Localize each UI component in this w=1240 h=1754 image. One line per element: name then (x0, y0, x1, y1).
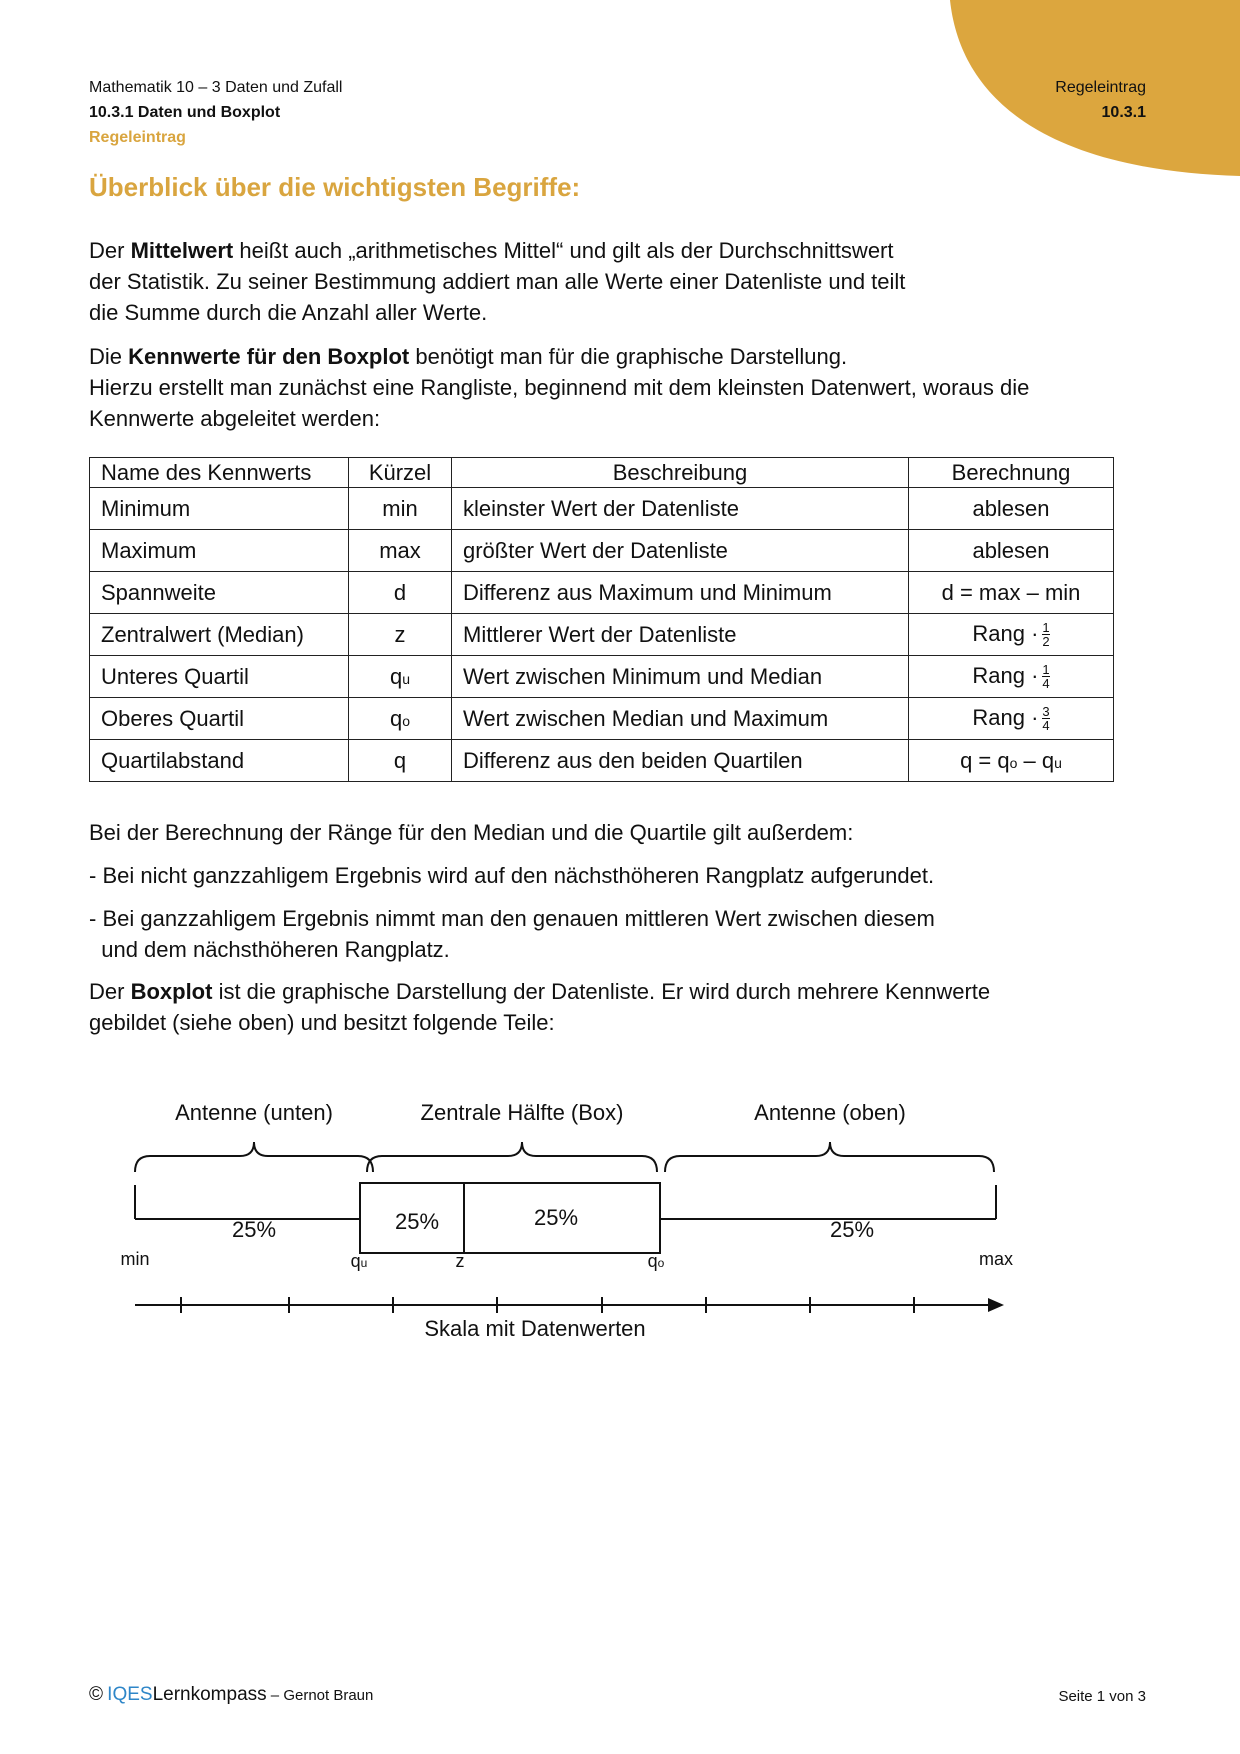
cell-calc: ablesen (909, 488, 1114, 530)
text: Der (89, 979, 131, 1004)
label-min: min (120, 1249, 150, 1269)
cell-desc: größter Wert der Datenliste (452, 530, 909, 572)
label-lower-whisker: Antenne (unten) (175, 1100, 333, 1125)
text: der Statistik. Zu seiner Bestimmung addiert man alle Werte einer Datenliste und teilt (89, 269, 906, 294)
cell-name: Oberes Quartil (90, 698, 349, 740)
label-upper-whisker: Antenne (oben) (754, 1100, 906, 1125)
col-header-calc: Berechnung (909, 458, 1114, 488)
brace-lower-whisker (135, 1142, 373, 1172)
calc-text: Rang · (972, 704, 1039, 730)
label-z: z (455, 1251, 465, 1271)
rule-1: - Bei nicht ganzzahligem Ergebnis wird auf den nächsthöheren Rangplatz aufgerundet. (89, 863, 935, 888)
header-right-type: Regeleintrag (1055, 79, 1146, 96)
fraction-denominator: 4 (1042, 718, 1050, 734)
fraction-numerator: 1 (1042, 662, 1050, 678)
brace-upper-whisker (665, 1142, 994, 1172)
cell-abbr: d (349, 572, 452, 614)
cell-desc: Wert zwischen Median und Maximum (452, 698, 909, 740)
abbr: q (389, 705, 403, 731)
cell-desc: kleinster Wert der Datenliste (452, 488, 909, 530)
calc-subscript: u (1054, 754, 1062, 771)
copyright-icon: © (89, 1684, 103, 1705)
fraction-denominator: 4 (1042, 676, 1050, 692)
cell-desc: Differenz aus Maximum und Minimum (452, 572, 909, 614)
cell-abbr: max (349, 530, 452, 572)
calc-subscript: o (1009, 754, 1018, 771)
abbr-subscript: u (402, 670, 411, 687)
text: - Bei ganzzahligem Ergebnis nimmt man den genauen mittleren Wert zwischen diesem (89, 906, 935, 931)
calc-text: Rang · (972, 662, 1039, 688)
header-right-number: 10.3.1 (1101, 104, 1146, 121)
text: Kennwerte abgeleitet werden: (89, 406, 381, 431)
text: die Summe durch die Anzahl aller Werte. (89, 300, 488, 325)
cell-desc: Mittlerer Wert der Datenliste (452, 614, 909, 656)
text: Hierzu erstellt man zunächst eine Rangliste, beginnend mit dem kleinsten Datenwert, woraus die (89, 375, 1030, 400)
cell-name: Spannweite (90, 572, 349, 614)
scale-arrow-icon (988, 1298, 1004, 1312)
header-type: Regeleintrag (89, 129, 186, 146)
pct-lower-whisker: 25% (231, 1217, 277, 1242)
pct-lower-box: 25% (394, 1209, 440, 1234)
cell-name: Quartilabstand (90, 740, 349, 782)
brand-iqes: IQES (107, 1684, 153, 1705)
brand-lernkompass: Lernkompass (152, 1684, 267, 1705)
header-course: Mathematik 10 – 3 Daten und Zufall (89, 79, 343, 96)
term-kennwerte: Kennwerte für den Boxplot (128, 344, 410, 369)
abbr-subscript: o (402, 712, 411, 729)
text: benötigt man für die graphische Darstellung. (409, 344, 848, 369)
cell-desc: Wert zwischen Minimum und Median (452, 656, 909, 698)
cell-name: Maximum (90, 530, 349, 572)
fraction-numerator: 1 (1042, 620, 1050, 636)
page-number: Seite 1 von 3 (1058, 1688, 1146, 1705)
calc-text: q = q (960, 747, 1010, 773)
rules-intro: Bei der Berechnung der Ränge für den Median und die Quartile gilt außerdem: (89, 820, 854, 845)
text: ist die graphische Darstellung der Datenliste. Er wird durch mehrere Kennwerte (212, 979, 991, 1004)
footer-left (89, 1684, 373, 1706)
text: Die (89, 344, 129, 369)
cell-name: Minimum (90, 488, 349, 530)
cell-calc: d = max – min (909, 572, 1114, 614)
label-max: max (978, 1249, 1014, 1269)
cell-abbr: min (349, 488, 452, 530)
pct-upper-whisker: 25% (829, 1217, 875, 1242)
label-box: Zentrale Hälfte (Box) (420, 1100, 624, 1125)
label-qu: qu (350, 1251, 368, 1271)
brace-box (367, 1142, 657, 1172)
footer-author: – Gernot Braun (266, 1687, 374, 1704)
text: gebildet (siehe oben) und besitzt folgende Teile: (89, 1010, 555, 1035)
text: Der (89, 238, 131, 263)
abbr: q (389, 663, 403, 689)
text: heißt auch „arithmetisches Mittel“ und gilt als der Durchschnittswert (233, 238, 894, 263)
text: und dem nächsthöheren Rangplatz. (89, 937, 450, 962)
cell-name: Unteres Quartil (90, 656, 349, 698)
col-header-abbr: Kürzel (349, 458, 452, 488)
term-mittelwert: Mittelwert (130, 238, 234, 263)
page-title: Überblick über die wichtigsten Begriffe: (89, 172, 581, 202)
fraction-denominator: 2 (1042, 634, 1050, 650)
cell-abbr: q (349, 740, 452, 782)
calc-text: Rang · (972, 620, 1039, 646)
cell-name: Zentralwert (Median) (90, 614, 349, 656)
col-header-name: Name des Kennwerts (90, 458, 349, 488)
col-header-desc: Beschreibung (452, 458, 909, 488)
term-boxplot: Boxplot (130, 979, 213, 1004)
cell-calc: ablesen (909, 530, 1114, 572)
label-qo: qo (647, 1251, 665, 1271)
calc-text: – q (1017, 747, 1055, 773)
header-chapter: 10.3.1 Daten und Boxplot (89, 104, 281, 121)
cell-abbr: z (349, 614, 452, 656)
fraction-numerator: 3 (1042, 704, 1050, 720)
cell-desc: Differenz aus den beiden Quartilen (452, 740, 909, 782)
scale-label: Skala mit Datenwerten (424, 1316, 646, 1341)
pct-upper-box: 25% (533, 1205, 579, 1230)
